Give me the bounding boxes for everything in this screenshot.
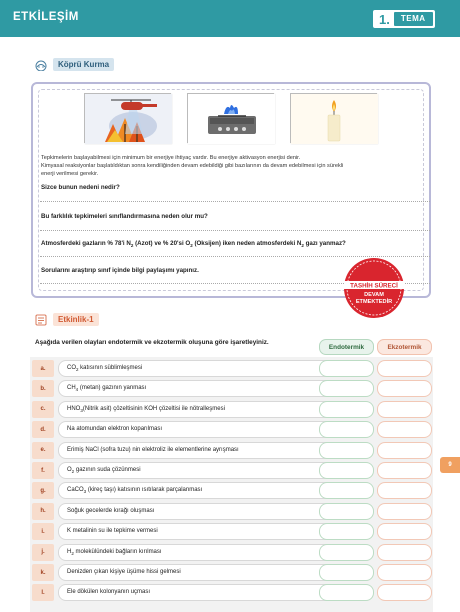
exothermic-answer-box[interactable] (377, 462, 432, 479)
row-statement: $CO_2$ katısının süblimleşmesi (58, 360, 344, 377)
table-row (30, 544, 433, 561)
exothermic-column-header: Ekzotermik (377, 339, 432, 355)
exothermic-answer-box[interactable] (377, 564, 432, 581)
tema-badge (373, 10, 435, 28)
endothermic-answer-box[interactable] (319, 584, 374, 601)
bridge-label: Köprü Kurma (53, 58, 114, 71)
table-row (30, 360, 433, 377)
endothermic-column-header: Endotermik (319, 339, 374, 355)
row-statement: Ele dökülen kolonyanın uçması (58, 584, 344, 601)
tema-number: 1. (379, 11, 390, 27)
row-letter: d. (32, 421, 54, 438)
endothermic-answer-box[interactable] (319, 401, 374, 418)
exothermic-answer-box[interactable] (377, 503, 432, 520)
row-letter: g. (32, 482, 54, 499)
row-statement: $O_2$ gazının suda çözünmesi (58, 462, 344, 479)
row-statement: $H_2$ molekülündeki bağların kırılması (58, 544, 344, 561)
helicopter-fire-icon (85, 94, 172, 144)
exothermic-answer-box[interactable] (377, 421, 432, 438)
list-icon (35, 314, 47, 326)
activity-section-head (35, 313, 99, 326)
row-letter: a. (32, 360, 54, 377)
endothermic-answer-box[interactable] (319, 421, 374, 438)
table-row (30, 442, 433, 459)
bridge-icon (35, 59, 47, 71)
intro-line-2: Kimyasal reaksiyonlar başlatıldıktan sonra kendiliğinden devam edebildiği gibi bazılarının da devam edebilmesi için sürekli (41, 163, 344, 169)
page-header (0, 0, 460, 37)
activity-instruction: Aşağıda verilen olayları endotermik ve ekzotermik oluşuna göre işaretleyiniz. (35, 339, 269, 346)
candle-icon (291, 94, 378, 144)
table-row (30, 401, 433, 418)
table-row (30, 482, 433, 499)
page-number: 9 (440, 457, 460, 473)
row-letter: j. (32, 544, 54, 561)
endothermic-answer-box[interactable] (319, 442, 374, 459)
row-statement: $HNO_3(Nitrik$ asit) çözeltisinin KOH çözeltisi ile nötralleşmesi (58, 401, 344, 418)
endothermic-answer-box[interactable] (319, 380, 374, 397)
endothermic-answer-box[interactable] (319, 523, 374, 540)
gas-stove-picture (187, 93, 274, 143)
row-letter: c. (32, 401, 54, 418)
exothermic-answer-box[interactable] (377, 544, 432, 561)
helicopter-fire-picture (84, 93, 171, 143)
row-statement: Na atomundan elektron koparılması (58, 421, 344, 438)
stamp-line-3: ETMEKTEDİR (355, 299, 393, 305)
table-row (30, 523, 433, 540)
stamp-line-1: TASHİH SÜRECİ (350, 282, 398, 290)
endothermic-answer-box[interactable] (319, 462, 374, 479)
exothermic-answer-box[interactable] (377, 360, 432, 377)
table-row (30, 462, 433, 479)
exothermic-answer-box[interactable] (377, 523, 432, 540)
row-statement: CaCO$_3$ (kireç taşı) katısının ısıtılarak parçalanması (58, 482, 344, 499)
row-letter: i. (32, 523, 54, 540)
row-letter: f. (32, 462, 54, 479)
question-4: Sorularını araştırıp sınıf içinde bilgi paylaşımı yapınız. (41, 267, 199, 274)
gas-stove-icon (188, 94, 275, 144)
exothermic-answer-box[interactable] (377, 442, 432, 459)
table-row (30, 564, 433, 581)
stamp-line-2: DEVAM (364, 292, 384, 298)
header-title: ETKİLEŞİM (13, 11, 79, 23)
table-row (30, 421, 433, 438)
activity-rows (30, 357, 433, 604)
question-3: Atmosferdeki gazların % 78'i $N_2$ (Azot) ve % 20'si $O_2$ (Oksijen) iken neden atmosferdeki $N_2$ gazı yanmaz? (41, 240, 346, 249)
row-letter: e. (32, 442, 54, 459)
row-statement: Soğuk gecelerde kırağı oluşması (58, 503, 344, 520)
row-statement: K metalinin su ile tepkime vermesi (58, 523, 344, 540)
endothermic-answer-box[interactable] (319, 482, 374, 499)
review-stamp (342, 256, 406, 320)
endothermic-answer-box[interactable] (319, 544, 374, 561)
endothermic-answer-box[interactable] (319, 564, 374, 581)
row-letter: h. (32, 503, 54, 520)
exothermic-answer-box[interactable] (377, 584, 432, 601)
exothermic-answer-box[interactable] (377, 482, 432, 499)
bridge-section-head (35, 58, 114, 71)
table-row (30, 584, 433, 601)
intro-line-3: enerji verilmesi gerekir. (41, 171, 99, 177)
question-1: Sizce bunun nedeni nedir? (41, 184, 120, 191)
row-letter: k. (32, 564, 54, 581)
exothermic-answer-box[interactable] (377, 401, 432, 418)
row-letter: l. (32, 584, 54, 601)
table-row (30, 503, 433, 520)
intro-line-1: Tepkimelerin başlayabilmesi için minimum bir enerjiye ihtiyaç vardır. Bu enerjiye aktivasyon enerjisi denir. (41, 155, 301, 161)
question-2: Bu farklılık tepkimeleri sınıflandırmasına neden olur mu? (41, 213, 208, 220)
row-letter: b. (32, 380, 54, 397)
tema-label: TEMA (394, 12, 433, 26)
activity-label: Etkinlik-1 (53, 313, 99, 326)
row-statement: $CH_4$ (metan) gazının yanması (58, 380, 344, 397)
candle-picture (290, 93, 377, 143)
endothermic-answer-box[interactable] (319, 503, 374, 520)
table-row (30, 380, 433, 397)
row-statement: Erimiş NaCl (sofra tuzu) nin elektroliz ile elementlerine ayrışması (58, 442, 344, 459)
row-statement: Denizden çıkan kişiye üşüme hissi gelmesi (58, 564, 344, 581)
exothermic-answer-box[interactable] (377, 380, 432, 397)
endothermic-answer-box[interactable] (319, 360, 374, 377)
